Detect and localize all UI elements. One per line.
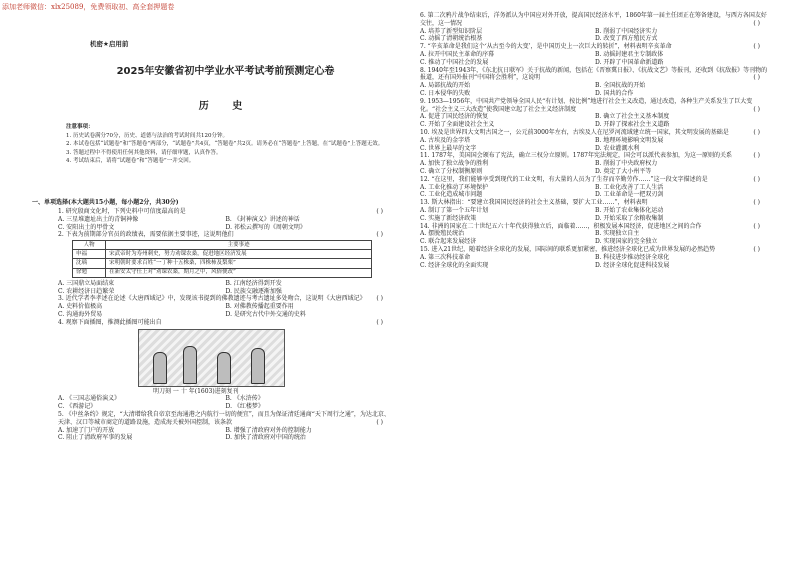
option-a: A. 培养了新型知识阶层 [420,27,483,35]
figure-shape [183,346,197,384]
option-c: C. 阻止了清政府军事的发展 [58,434,133,442]
question-stem: 15. 进入21世纪，随着经济全球化的发展，国际间的联系更加紧密，推进经济全球化已成为世界发展的必然趋势 [420,245,716,253]
table-cell: 在新安太守任上对“劝课农桑，期月之中，风俗便改” [106,268,372,277]
answer-paren: ( ) [376,418,383,426]
illustration-caption: 明刀刻 一 十 年(1603)进刻复刊 [153,387,239,395]
option-d: D. 开始采取了余粮收集制 [595,214,664,222]
option-a: A. 促进了国民经济的恢复 [420,113,489,121]
option-c: C. 农耕经济日趋繁荣 [58,287,115,295]
question-13 [420,199,770,222]
question-stem: 8. 1940年至1943年，《东北抗日联军》关于抗战的新闻，包括在《晋察冀日报》、《抗战文艺》等报刊，还收到《抗敌报》等刊物的报道，还有国外报刊“中国将会胜利”，这说明 [420,66,768,82]
option-d: D. 工业革命是一把双刃剑 [595,191,664,199]
answer-paren: ( ) [753,175,760,183]
right-column [420,12,770,269]
option-b: B. 工业化改善了工人生活 [595,183,664,191]
figure-shape [153,352,167,384]
left-questions [58,208,393,442]
option-b: B. 削弱了中央政府权力 [595,160,658,168]
answer-paren: ( ) [753,199,760,207]
option-a: A. 古埃及的金字塔 [420,136,471,144]
answer-paren: ( ) [753,128,760,136]
question-stem: 10. 埃及是世界四大文明古国之一，公元前3000年左右，古埃及人在尼罗河流域建立统一国家，其文明发展的基础是 [420,128,729,136]
answer-paren: ( ) [753,152,760,160]
table-cell: 徐勉 [73,268,106,277]
answer-paren: ( ) [376,231,383,239]
option-b: B. 动摇封建君主专制政体 [595,50,664,58]
question-7 [420,43,770,66]
option-c: C. 联合起来发展经济 [420,238,477,246]
question-5 [58,411,393,442]
option-a: A. 《三国志通俗演义》 [58,395,121,403]
table-cell: 申福 [73,250,106,259]
option-c: C. 推动了中国社会的发展 [420,58,489,66]
question-stem: 14. 非洲的国家在二十世纪五六十年代获得独立后，面临着……，积极发展本国经济，促进地区之间的合作 [420,222,702,230]
option-d: D. 《红楼梦》 [225,403,264,411]
option-c: C. 沟通海外贸易 [58,310,103,318]
option-d: D. 国共的合作 [595,89,634,97]
watermark: 添加老师微信：xlx25089，免费领取初、高全套押题卷 [2,3,175,11]
exam-title: 2025年安徽省初中学业水平考试考前预测定心卷 [116,66,335,77]
option-b: B. 实现独立自主 [595,230,640,238]
option-a: A. 局部抗战的开始 [420,82,471,90]
option-b: B. 开始了农业集体化运动 [595,206,664,214]
question-stem: 2. 下表为前期部分官员的政绩表，需要依据主要事迹，这说明他们 [58,231,234,239]
option-d: D. 加快了清政府对中国的统治 [225,434,306,442]
question-3 [58,295,393,318]
question-2 [58,231,393,295]
notice-block [66,123,386,166]
subject-title: 历 史 [198,101,253,112]
answer-paren: ( ) [376,318,383,326]
question-1 [58,208,393,231]
table-header: 人物 [73,241,106,250]
question-stem: 11. 1787年，美国国会颁布了宪法，确立三权分立原则。1787年宪法规定，国会可以派代表参加，为这一原则的关系 [420,152,732,160]
option-c: C. 安阳出土的甲骨文 [58,223,115,231]
option-b: B. 确立了社会主义基本制度 [595,113,670,121]
option-d: D. 开辟了探索社会主义道路 [595,121,670,129]
option-b: B. 地理环境影响文明发展 [595,136,664,144]
option-a: A. 三国鼎立局面结束 [58,279,115,287]
answer-paren: ( ) [753,105,760,113]
question-stem: 12. “在这里，我们能够享受到现代的工业文明，有大量的人员为了生存而辛勤劳作……”这一段文字描述的是 [420,175,708,183]
question-12 [420,176,770,199]
option-b: B. 《水浒传》 [225,395,264,403]
question-stem: 5. 《中丝条约》规定，“大清增给我自帝京至海通港之内航行一切的便宜”，而且为保证清廷通商“天下周行之通”，为达北京、天津、汉口等城市商定的道路设施，造成海关被外国控制，该条款 [58,410,390,426]
table-cell: 宋武帝时为寿州刺史，努力劝课农桑，促进地区经济发展 [106,250,372,259]
option-b: B. 全国抗战的开始 [595,82,646,90]
table-row [73,250,372,259]
option-a: A. 三星堆遗址出土的青铜神像 [58,215,139,223]
question-10 [420,129,770,152]
option-c: C. 确立了分权制衡原则 [420,167,483,175]
figure-shape [251,348,265,384]
question-4 [58,319,393,411]
notice-item: 3. 答题过程中不得使用任何其他资料，请仔细审题，认真作答。 [66,149,222,156]
question-9 [420,98,770,129]
answer-paren: ( ) [376,295,383,303]
option-c: C. 动摇了清朝统治根基 [420,35,483,43]
option-d: D. 民族交融逐渐加强 [225,287,282,295]
table-row [73,259,372,268]
question-11 [420,152,770,175]
option-d: D. 农业灌溉水利 [595,144,640,152]
table-cell: 宋明朝时要求百姓“一丁种十五株桑，四株柿及梨栗” [106,259,372,268]
option-a: A. 工业化推动了环境保护 [420,183,489,191]
question-stem: 13. 斯大林指出：“要建立我国国民经济的社会主义基础，要扩大工业……”，材料表明 [420,199,648,207]
answer-paren: ( ) [753,245,760,253]
answer-paren: ( ) [376,208,383,215]
table-header: 主要事迹 [106,241,372,250]
option-a: A. 史料价值极高 [58,303,103,311]
option-b: B. 增强了清政府对外的控制能力 [225,426,312,434]
question-stem: 1. 研究殷商文化时，下列史料中可信度最高的是 [58,208,186,215]
option-c: C. 实施了新经济政策 [420,214,477,222]
option-d: D. 祁松云撰写的《周朝文明》 [225,223,306,231]
option-b: B. 《封神演义》讲述的神话 [225,215,300,223]
option-c: C. 开始了全面建设社会主义 [420,121,495,129]
option-d: D. 是研究古代中外交通的史料 [225,310,306,318]
secret-mark: 机密★启用前 [90,40,129,48]
option-d: D. 奠定了大小州平等 [595,167,652,175]
figure-shape [217,352,231,384]
option-c: C. 《西游记》 [58,403,97,411]
table-cell: 沈瑀 [73,259,106,268]
table-row [73,268,372,277]
option-a: A. 第三次科技革命 [420,253,471,261]
woodblock-illustration [138,329,285,387]
option-c: C. 日本侵华的失败 [420,89,471,97]
answer-paren: ( ) [753,74,760,82]
notice-heading: 注意事项： [66,124,94,130]
option-b: B. 削弱了中国经济实力 [595,27,658,35]
question-8 [420,67,770,98]
option-a: A. 拉开中国民主革命的序幕 [420,50,495,58]
question-15 [420,246,770,269]
option-d: D. 经济全球化促进科技发展 [595,261,670,269]
option-c: C. 工业化造成城市问题 [420,191,483,199]
notice-item: 1. 历史试卷满分70分，历史、道德与法治的考试时间共120分钟。 [66,132,228,139]
answer-paren: ( ) [753,19,760,27]
option-a: A. 加快了独立战争的胜利 [420,160,489,168]
section-heading: 一、单项选择(本大题共15小题，每小题2分，共30分) [32,199,179,206]
option-c: C. 世界上最早的文字 [420,144,477,152]
option-d: D. 开辟了中国革命新道路 [595,58,664,66]
question-stem: 6. 第二次鸦片战争结束后，洋务派认为中国应对外开放，提高国民经济水平，1860年第一届主任团正在筹备建设，与西方各国友好交往，这一情况 [420,12,767,27]
answer-paren: ( ) [753,43,760,51]
notice-item: 2. 本试卷包括“试题卷”和“答题卷”两部分，“试题卷”共4页，“答题卷”共2页。请务必在“答题卷”上答题，在“试题卷”上答题无效。 [66,141,384,148]
option-d: D. 实现国家的完全独立 [595,238,658,246]
question-14 [420,223,770,246]
option-d: D. 改变了西方殖民方式 [595,35,658,43]
option-b: B. 科技进步推动经济全球化 [595,253,670,261]
option-a: A. 制订了第一个五年计划 [420,206,489,214]
notice-item: 4. 考试结束后，请将“试题卷”和“答题卷”一并交回。 [66,158,195,165]
option-a: A. 加速了门户的开放 [58,426,115,434]
option-b: B. 江南经济得到开发 [225,279,282,287]
question-stem: 9. 1953—1956年，中国共产党领导全国人民“有计划、按比例”地进行社会主义改造，通过改造，各种生产关系发生了巨大变化。“社会主义三大改造”使我国建立起了社会主义经济制度 [420,97,753,113]
option-c: C. 经济全球化的全面实现 [420,261,489,269]
question-stem: 3. 近代学者李孝述在论述《大唐西域记》中，发现该书提到的佛教遗迹与考古遗址多处吻合，这说明《大唐西域记》 [58,295,366,303]
answer-paren: ( ) [753,222,760,230]
officials-table [72,240,372,278]
option-b: B. 对佛教传播起重要作用 [225,303,294,311]
question-stem: 4. 观察下面插图，推测此插图可能出自 [58,318,162,326]
option-a: A. 摆脱殖民统治 [420,230,465,238]
question-6 [420,12,770,43]
question-stem: 7. “辛亥革命是我们这个‘从古至今的大变’，是中国历史上一次巨大的转折”，材料表明辛亥革命 [420,43,672,51]
